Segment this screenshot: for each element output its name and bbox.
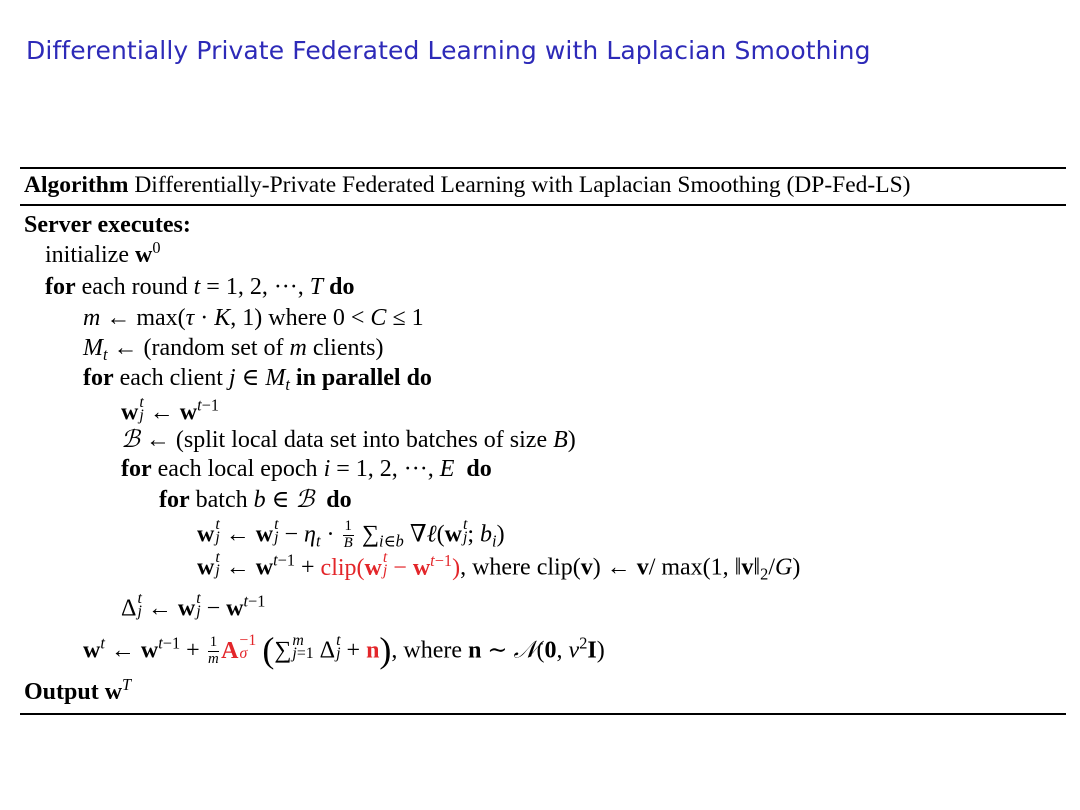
algorithm-header [24, 172, 910, 199]
slide-title: Differentially Private Federated Learning with Laplacian Smoothing [26, 36, 871, 65]
algo-line-for-round: for each round t = 1, 2, ···, T do [45, 274, 355, 300]
algorithm-name: Differentially-Private Federated Learning with Laplacian Smoothing (DP-Fed-LS) [134, 172, 911, 198]
algo-line-global-update: $w^t$ ← $w^{t-1}$ + $\frac{1}{m}$ A −1 σ (∑ m j=1 Δ t j + n), where n ∼ 𝒩(0, $\nu^2I$) [83, 630, 605, 670]
algo-line-delta: Δ t j ← w t j − $w^{t-1}$ [121, 590, 266, 622]
algo-line-server-executes: Server executes: [24, 212, 191, 238]
algo-line-clip-update: w t j ← $w^{t-1}$ + clip(w t j − $w^{t-1}$), where clip(v) ← v/ max(1, $‖v‖_2/G$) [197, 549, 801, 584]
algorithm-bottom-rule [20, 713, 1066, 715]
algo-line-output: Output $w^T$ [24, 675, 132, 705]
algo-line-for-epoch: for each local epoch i = 1, 2, ···, E do [121, 456, 492, 482]
algo-line-wj-init: w t j ← $w^{t-1}$ [121, 394, 219, 426]
algo-line-Mt-assign: $M_t$ ← (random set of m clients) [83, 335, 384, 364]
algo-line-sgd-update: w t j ← w t j − $\eta_t$ · $\frac{1}{B}$ $\sum_{i\in b}$ ∇ℓ(w t j ; $b_i$) [197, 516, 505, 551]
algorithm-top-rule [20, 167, 1066, 169]
algorithm-label: Algorithm [24, 172, 129, 198]
algorithm-header-rule [20, 204, 1066, 206]
algo-line-for-client: for each client j ∈ $M_t$ in parallel do [83, 365, 432, 394]
algo-line-for-batch: for batch b ∈ ℬ do [159, 485, 352, 513]
algo-line-batches: ℬ ← (split local data set into batches of size B) [121, 425, 576, 453]
algo-line-m-assign: m ← max(τ · K, 1) where 0 < C ≤ 1 [83, 305, 424, 331]
algo-line-initialize: initialize $w^0$ [45, 238, 161, 268]
